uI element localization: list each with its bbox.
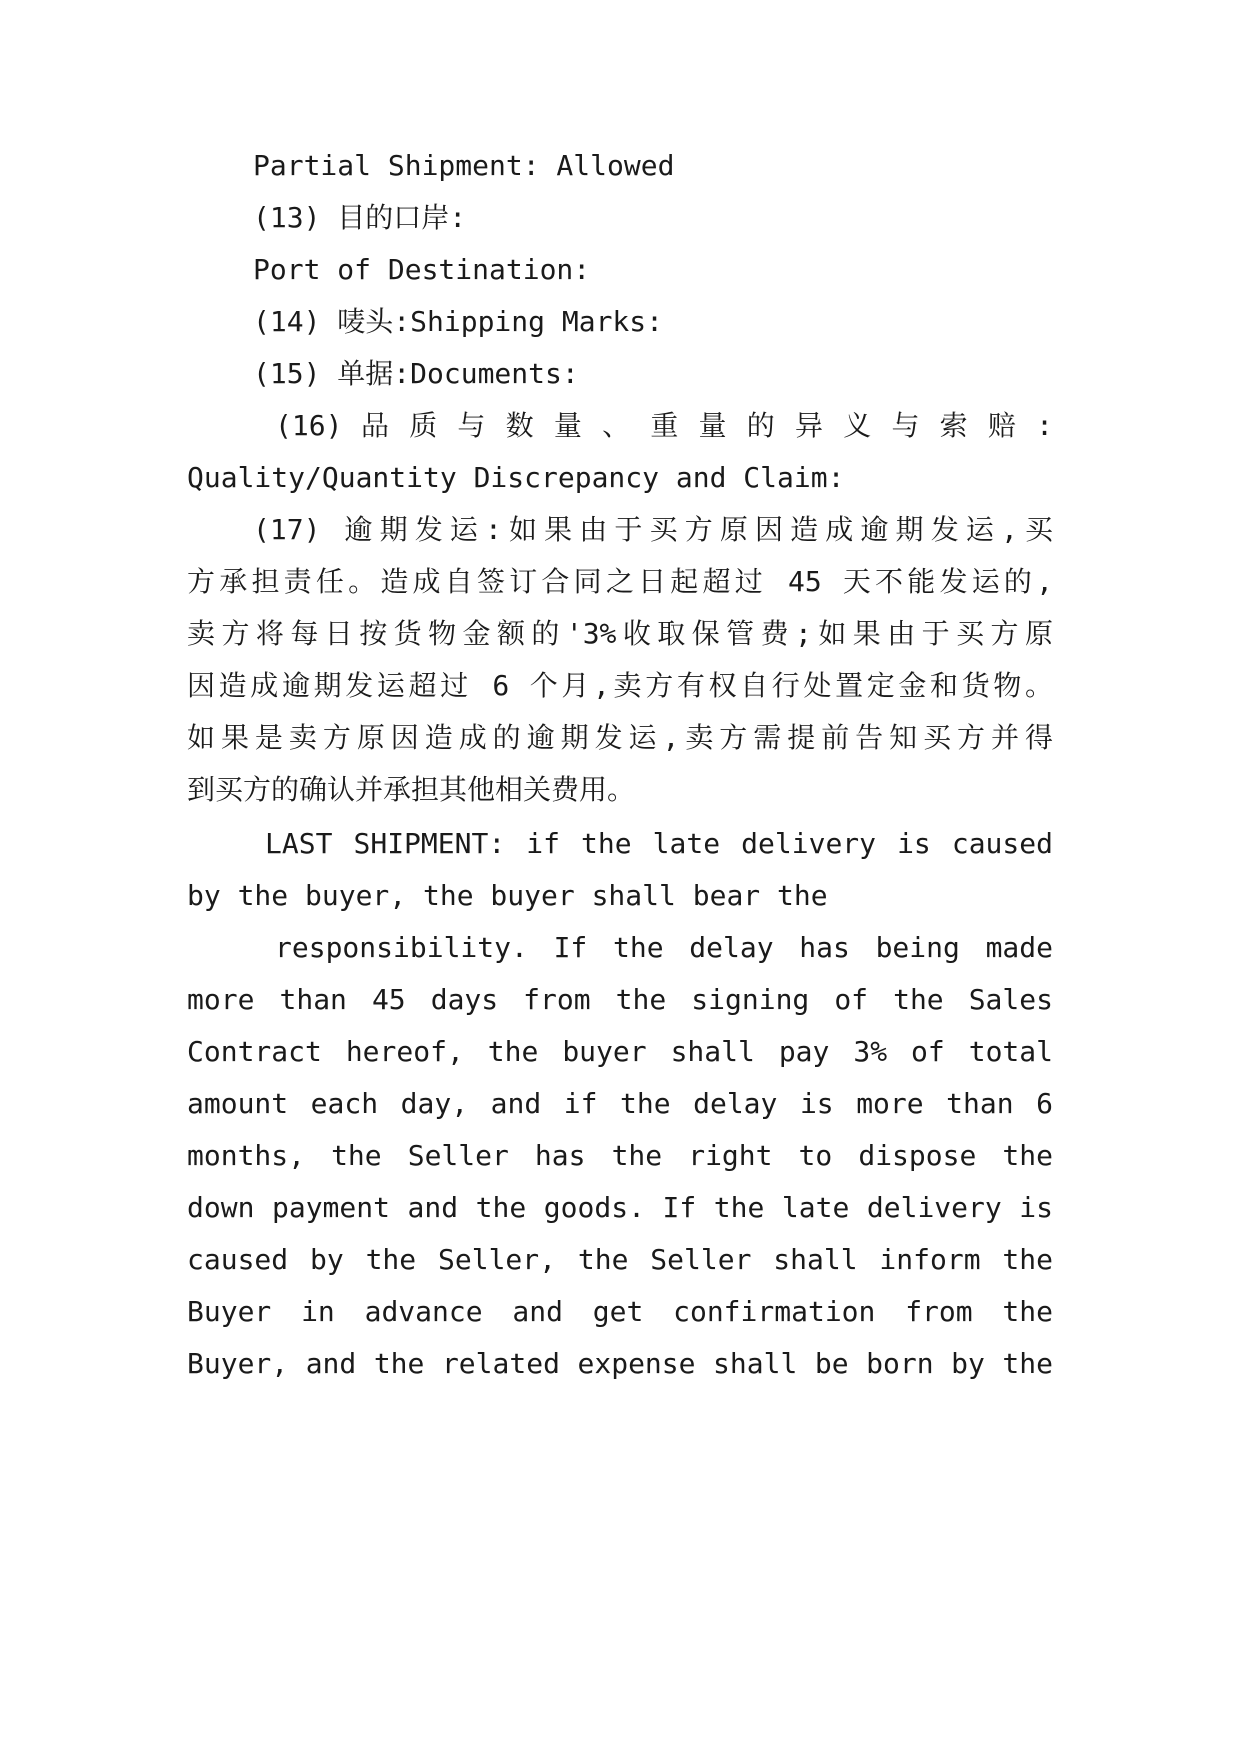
- port-of-destination-line: Port of Destination:: [253, 253, 591, 286]
- clause-16-english: Quality/Quantity Discrepancy and Claim:: [187, 461, 845, 494]
- last-shipment-line-2: by the buyer, the buyer shall bear the: [187, 879, 828, 912]
- last-shipment-line-3: responsibility. If the delay has being made: [275, 931, 1053, 964]
- last-shipment-line-1: LAST SHIPMENT: if the late delivery is caused: [265, 827, 1053, 860]
- clause-15-heading: (15) 单据:Documents:: [253, 357, 579, 390]
- clause-13-heading: (13) 目的口岸:: [253, 201, 467, 234]
- clause-17-line-3: 卖方将每日按货物金额的'3%收取保管费;如果由于买方原: [187, 617, 1053, 650]
- last-shipment-line-7: months, the Seller has the right to dispose the: [187, 1139, 1053, 1172]
- last-shipment-line-4: more than 45 days from the signing of the Sales: [187, 983, 1053, 1016]
- clause-17-line-1: (17) 逾期发运:如果由于买方原因造成逾期发运,买: [253, 513, 1053, 546]
- last-shipment-line-9: caused by the Seller, the Seller shall inform the: [187, 1243, 1053, 1276]
- last-shipment-line-5: Contract hereof, the buyer shall pay 3% of total: [187, 1035, 1053, 1068]
- last-shipment-line-11: Buyer, and the related expense shall be born by the: [187, 1347, 1053, 1380]
- last-shipment-line-10: Buyer in advance and get confirmation from the: [187, 1295, 1053, 1328]
- partial-shipment-line: Partial Shipment: Allowed: [253, 149, 675, 182]
- clause-17-line-4: 因造成逾期发运超过 6 个月,卖方有权自行处置定金和货物。: [187, 669, 1053, 702]
- clause-17-line-6: 到买方的确认并承担其他相关费用。: [187, 773, 636, 806]
- clause-17-line-5: 如果是卖方原因造成的逾期发运,卖方需提前告知买方并得: [187, 721, 1053, 754]
- last-shipment-line-6: amount each day, and if the delay is more than 6: [187, 1087, 1053, 1120]
- last-shipment-line-8: down payment and the goods. If the late delivery is: [187, 1191, 1053, 1224]
- clause-14-heading: (14) 唛头:Shipping Marks:: [253, 305, 664, 338]
- clause-17-line-2: 方承担责任。造成自签订合同之日起超过 45 天不能发运的,: [187, 565, 1053, 598]
- clause-16-heading: (16) 品 质 与 数 量 、 重 量 的 异 义 与 索 赔 :: [275, 409, 1053, 442]
